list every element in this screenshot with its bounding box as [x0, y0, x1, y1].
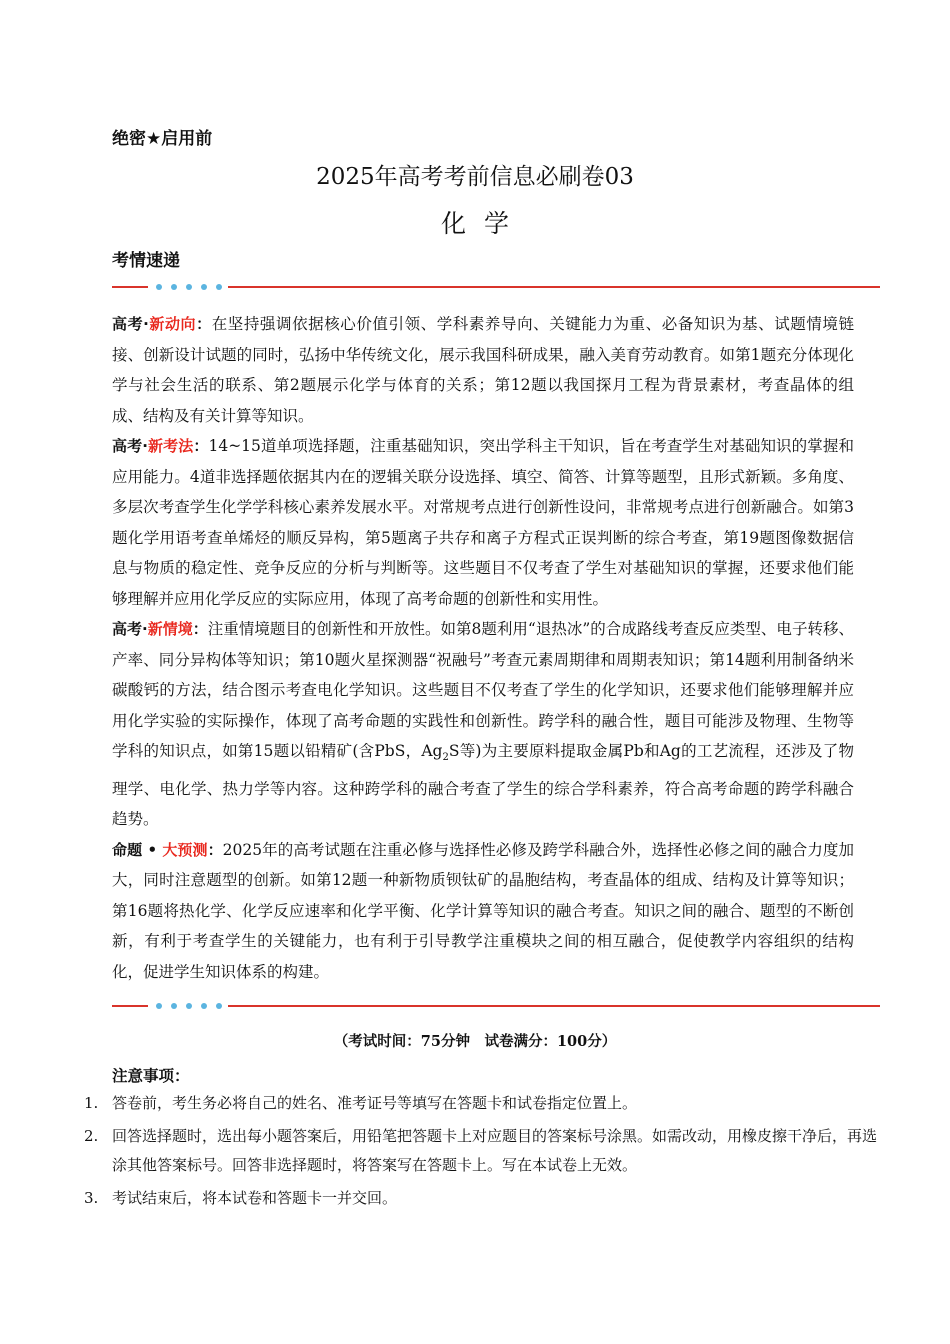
subscript: 2 [442, 752, 449, 764]
divider-dot [201, 284, 207, 290]
paragraph-label: 高考·新动向： [112, 315, 212, 333]
divider-dot [171, 1003, 177, 1009]
divider-line [112, 1005, 148, 1007]
divider-dot [216, 284, 222, 290]
notice-number: 1. [84, 1094, 99, 1112]
news-paragraph-trend [112, 309, 854, 431]
exam-time-info: （考试时间：75分钟 试卷满分：100分） [333, 1033, 617, 1050]
paragraph-text: 在坚持强调依据核心价值引领、学科素养导向、关键能力为重、必备知识为基、试题情境链接、创新设计试题的同时，弘扬中华传统文化，展示我国科研成果，融入美育劳动教育。如第1题充分体现化学与社会生活的联系、第2题展示化学与体育的关系；第12题以我国探月工程为背景素材，考查晶体的组成、结构及有关计算等知识。 [112, 315, 854, 425]
divider-line [112, 286, 148, 288]
exam-news-body [112, 309, 854, 987]
paragraph-label: 高考·新考法： [112, 437, 209, 455]
news-paragraph-prediction [112, 835, 854, 988]
paragraph-text: 2025年的高考试题在注重必修与选择性必修及跨学科融合外，选择性必修之间的融合力度加大，同时注意题型的创新。如第12题一种新物质钡钛矿的晶胞结构，考查晶体的组成、结构及计算等知识；第16题将热化学、化学反应速率和化学平衡、化学计算等知识的融合考查。知识之间的融合、题型的不断创新，有利于考查学生的关键能力，也有利于引导教学注重模块之间的相互融合，促使教学内容组织的结构化，促进学生知识体系的构建。 [112, 840, 854, 981]
paragraph-label: 高考·新情境： [112, 620, 208, 638]
notice-list [84, 1089, 884, 1213]
news-paragraph-context [112, 614, 854, 835]
notice-title: 注意事项： [112, 1067, 190, 1085]
divider-dots [156, 282, 222, 290]
subject-title: 化学 [440, 209, 527, 238]
paper-title: 2025年高考考前信息必刷卷03 [316, 164, 634, 190]
notice-item [84, 1184, 884, 1213]
divider-dot [186, 284, 192, 290]
section-title: 考情速递 [112, 251, 180, 271]
divider-dot [186, 1003, 192, 1009]
notice-text: 答卷前，考生务必将自己的姓名、准考证号等填写在答题卡和试卷指定位置上。 [112, 1094, 638, 1112]
notice-number: 2. [84, 1127, 99, 1145]
notice-text: 回答选择题时，选出每小题答案后，用铅笔把答题卡上对应题目的答案标号涂黑。如需改动，用橡皮擦干净后，再选涂其他答案标号。回答非选择题时，将答案写在答题卡上。写在本试卷上无效。 [112, 1127, 878, 1174]
secret-mark: 绝密★启用前 [112, 129, 213, 149]
divider-dot [156, 284, 162, 290]
bottom-divider [112, 1000, 880, 1012]
divider-dot [216, 1003, 222, 1009]
divider-dots [156, 1001, 222, 1009]
paragraph-text: 注重情境题目的创新性和开放性。如第8题利用“退热冰”的合成路线考查反应类型、电子转移、产率、同分异构体等知识；第10题火星探测器“祝融号”考查元素周期律和周期表知识；第14题利用制备纳米碳酸钙的方法，结合图示考查电化学知识。这些题目不仅考查了学生的化学知识，还要求他们能够理解并应用化学实验的实际操作，体现了高考命题的实践性和创新性。跨学科的融合性，题目可能涉及物理、生物等学科的知识点，如第15题以铅精矿(含PbS，Ag [112, 620, 854, 760]
divider-line [228, 1005, 880, 1007]
divider-dot [156, 1003, 162, 1009]
notice-text: 考试结束后，将本试卷和答题卡一并交回。 [112, 1189, 398, 1207]
news-paragraph-method [112, 431, 854, 614]
notice-item [84, 1089, 884, 1118]
notice-number: 3. [84, 1189, 99, 1207]
divider-dot [201, 1003, 207, 1009]
paragraph-text: S等)为主要原料提取金属Pb和Ag的工艺流程，还涉及了物理学、电化学、热力学等内容。这种跨学科的融合考查了学生的综合学科素养，符合高考命题的跨学科融合趋势。 [112, 742, 854, 829]
divider-dot [171, 284, 177, 290]
notice-item [84, 1122, 884, 1180]
paragraph-text: 14~15道单项选择题，注重基础知识，突出学科主干知识，旨在考查学生对基础知识的掌握和应用能力。4道非选择题依据其内在的逻辑关联分设选择、填空、简答、计算等题型，且形式新颖。多角度、多层次考查学生化学学科核心素养发展水平。对常规考点进行创新性设问，非常规考点进行创新融合。如第3题化学用语考查单烯烃的顺反异构，第5题离子共存和离子方程式正误判断的综合考查，第19题图像数据信息与物质的稳定性、竞争反应的分析与判断等。这些题目不仅考查了学生对基础知识的掌握，还要求他们能够理解并应用化学反应的实际应用，体现了高考命题的创新性和实用性。 [112, 437, 854, 608]
divider-line [228, 286, 880, 288]
paragraph-label: 命题 • 大预测： [112, 840, 223, 859]
top-divider [112, 281, 880, 293]
